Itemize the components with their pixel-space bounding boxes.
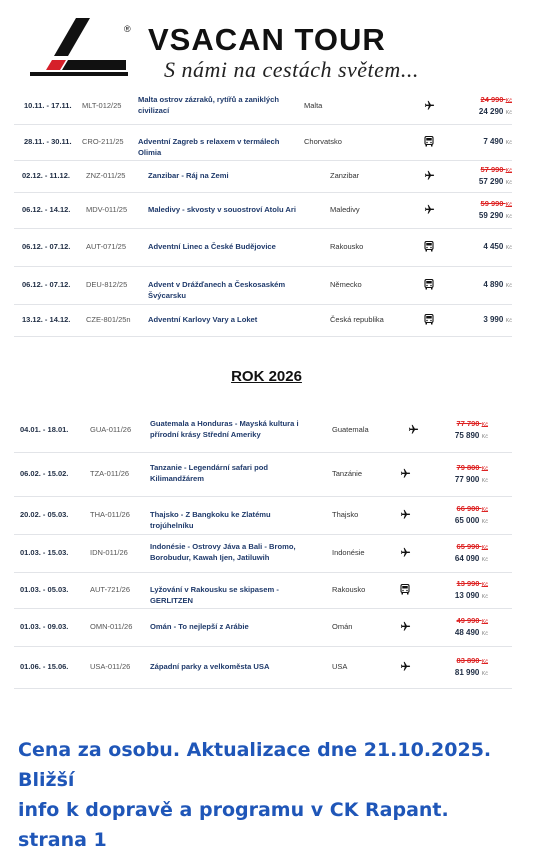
tour-country: Malta [304, 101, 323, 110]
current-price [460, 280, 512, 289]
current-price [436, 475, 488, 484]
current-price [460, 107, 512, 116]
registered-mark: ® [124, 24, 131, 34]
plane-icon [424, 170, 435, 184]
tour-row [14, 124, 512, 161]
plane-icon [424, 100, 435, 114]
bus-icon [424, 314, 434, 328]
footer-line-2: info k dopravě a programu v CK Rapant. strana 1 [18, 799, 449, 851]
tour-name[interactable]: Lyžování v Rakousku se skipasem - GERLITZEN [150, 585, 279, 605]
tour-country: Rakousko [330, 242, 364, 251]
tour-name[interactable]: Malta ostrov zázraků, rytířů a zaniklých civilizací [138, 95, 279, 115]
tour-date: 20.02. - 05.03. [20, 510, 69, 519]
tour-country: Thajsko [332, 510, 359, 519]
tour-date: 01.03. - 09.03. [20, 622, 69, 631]
tour-code: TZA-011/26 [90, 469, 130, 478]
tour-country: Zanzibar [330, 171, 360, 180]
tour-code: AUT-721/26 [90, 585, 131, 594]
bus-icon [424, 136, 434, 150]
original-price [436, 463, 488, 472]
price-value: 59 290 [478, 211, 504, 220]
year-heading: ROK 2026 [231, 368, 302, 385]
currency-label: Kč [481, 507, 488, 513]
current-price [436, 431, 488, 440]
currency-label: Kč [505, 318, 512, 324]
tagline: S námi na cestách světem... [164, 57, 419, 82]
tour-row [14, 266, 512, 305]
original-price-value: 79 800 [456, 463, 480, 472]
currency-label: Kč [481, 594, 488, 600]
price-value: 4 890 [483, 280, 504, 289]
original-price [436, 616, 488, 625]
plane-icon [400, 621, 411, 635]
price-value: 57 290 [478, 177, 504, 186]
original-price [460, 199, 512, 208]
original-price-value: 13 990 [456, 579, 480, 588]
tour-row [14, 608, 512, 647]
tour-row [14, 160, 512, 193]
currency-label: Kč [505, 140, 512, 146]
original-price-value: 65 990 [456, 542, 480, 551]
price-value: 48 490 [454, 628, 480, 637]
currency-label: Kč [505, 168, 512, 174]
original-price [436, 542, 488, 551]
tour-row [14, 572, 512, 609]
logo-mark [30, 16, 130, 78]
tour-date: 06.12. - 14.12. [22, 205, 71, 214]
currency-label: Kč [505, 110, 512, 116]
tour-country: USA [332, 662, 348, 671]
original-price [460, 95, 512, 104]
currency-label: Kč [481, 582, 488, 588]
tour-date: 28.11. - 30.11. [24, 137, 72, 146]
tour-name[interactable]: Omán - To nejlepší z Arábie [150, 622, 249, 631]
original-price [436, 579, 488, 588]
price-value: 13 090 [454, 591, 480, 600]
original-price [436, 419, 488, 428]
currency-label: Kč [505, 202, 512, 208]
plane-icon [400, 547, 411, 561]
tour-date: 10.11. - 17.11. [24, 101, 72, 110]
currency-label: Kč [505, 245, 512, 251]
currency-label: Kč [505, 98, 512, 104]
tour-date: 01.03. - 15.03. [20, 548, 69, 557]
currency-label: Kč [481, 478, 488, 484]
tour-country: Rakousko [332, 585, 366, 594]
logo [30, 12, 490, 80]
bus-icon [400, 584, 410, 598]
currency-label: Kč [481, 422, 488, 428]
bus-icon [424, 241, 434, 255]
plane-icon [408, 424, 419, 438]
price-value: 65 000 [454, 516, 480, 525]
tour-country: Guatemala [332, 425, 369, 434]
price-value: 77 900 [454, 475, 480, 484]
currency-label: Kč [481, 619, 488, 625]
currency-label: Kč [481, 519, 488, 525]
tour-row [14, 408, 512, 453]
currency-label: Kč [481, 631, 488, 637]
tour-row [14, 304, 512, 337]
tour-code: MLT-012/25 [82, 101, 122, 110]
tour-code: DEU-812/25 [86, 280, 128, 289]
current-price [436, 554, 488, 563]
footer-line-1: Cena za osobu. Aktualizace dne 21.10.2025. Bližší [18, 739, 492, 791]
plane-icon [424, 204, 435, 218]
tour-code: IDN-011/26 [90, 548, 128, 557]
tour-code: USA-011/26 [90, 662, 131, 671]
tour-code: AUT-071/25 [86, 242, 127, 251]
tour-date: 06.12. - 07.12. [22, 242, 71, 251]
tour-row [14, 88, 512, 125]
tour-date: 01.06. - 15.06. [20, 662, 69, 671]
tour-name[interactable]: Zanzibar - Ráj na Zemi [148, 171, 229, 180]
tour-code: CRO-211/25 [82, 137, 124, 146]
plane-icon [400, 468, 411, 482]
currency-label: Kč [481, 434, 488, 440]
price-value: 7 490 [483, 137, 504, 146]
price-value: 24 290 [478, 107, 504, 116]
current-price [460, 211, 512, 220]
tour-name[interactable]: Adventní Karlovy Vary a Loket [148, 315, 258, 324]
currency-label: Kč [505, 214, 512, 220]
original-price [460, 165, 512, 174]
current-price [436, 591, 488, 600]
tour-code: ZNZ-011/25 [86, 171, 126, 180]
original-price-value: 24 990 [480, 95, 504, 104]
current-price [436, 628, 488, 637]
tour-code: OMN-011/26 [90, 622, 133, 631]
footer-note [18, 735, 518, 855]
original-price-value: 77 790 [456, 419, 480, 428]
tour-name[interactable]: Adventní Zagreb s relaxem v termálech Olimia [138, 137, 280, 157]
current-price [460, 242, 512, 251]
tour-date: 04.01. - 18.01. [20, 425, 69, 434]
currency-label: Kč [481, 466, 488, 472]
tour-row [14, 646, 512, 689]
tour-code: THA-011/26 [90, 510, 130, 519]
original-price-value: 66 900 [456, 504, 480, 513]
tour-name[interactable]: Guatemala a Honduras - Mayská kultura i přírodní krásy Střední Ameriky [150, 419, 299, 439]
original-price-value: 59 990 [480, 199, 504, 208]
bus-icon [424, 279, 434, 293]
current-price [436, 668, 488, 677]
tour-row [14, 228, 512, 267]
tour-name[interactable]: Indonésie - Ostrovy Jáva a Bali - Bromo, Borobudur, Kawah Ijen, Jatiluwih [150, 542, 296, 562]
original-price-value: 57 990 [480, 165, 504, 174]
currency-label: Kč [481, 545, 488, 551]
tour-row [14, 496, 512, 535]
original-price-value: 49 990 [456, 616, 480, 625]
tour-date: 13.12. - 14.12. [22, 315, 71, 324]
tour-country: Indonésie [332, 548, 365, 557]
currency-label: Kč [481, 671, 488, 677]
tour-code: MDV-011/25 [86, 205, 128, 214]
tour-date: 06.02. - 15.02. [20, 469, 69, 478]
tour-date: 01.03. - 05.03. [20, 585, 69, 594]
currency-label: Kč [505, 180, 512, 186]
tour-country: Omán [332, 622, 353, 631]
price-value: 4 450 [483, 242, 504, 251]
tour-date: 06.12. - 07.12. [22, 280, 71, 289]
tour-row [14, 534, 512, 573]
tour-name[interactable]: Thajsko - Z Bangkoku ke Zlatému trojúhelníku [150, 510, 271, 530]
plane-icon [400, 661, 411, 675]
current-price [460, 177, 512, 186]
original-price [436, 656, 488, 665]
price-value: 3 990 [483, 315, 504, 324]
tour-row [14, 452, 512, 497]
tour-country: Česká republika [330, 315, 384, 324]
tour-country: Chorvatsko [304, 137, 342, 146]
tour-name[interactable]: Adventní Linec a České Budějovice [148, 242, 276, 251]
tour-name[interactable]: Západní parky a velkoměsta USA [150, 662, 270, 671]
current-price [460, 137, 512, 146]
price-value: 75 890 [454, 431, 480, 440]
currency-label: Kč [481, 557, 488, 563]
currency-label: Kč [481, 659, 488, 665]
brand-name: VSACAN TOUR [148, 22, 386, 57]
original-price-value: 83 890 [456, 656, 480, 665]
tour-code: GUA-011/26 [90, 425, 132, 434]
tour-name[interactable]: Tanzanie - Legendární safari pod Kilimandžárem [150, 463, 269, 483]
tour-date: 02.12. - 11.12. [22, 171, 70, 180]
price-value: 64 090 [454, 554, 480, 563]
tour-row [14, 192, 512, 229]
tour-country: Tanzánie [332, 469, 363, 478]
current-price [460, 315, 512, 324]
tour-country: Německo [330, 280, 362, 289]
tour-country: Maledivy [330, 205, 360, 214]
tour-name[interactable]: Advent v Drážďanech a Českosaském Švýcarsku [148, 280, 286, 300]
current-price [436, 516, 488, 525]
price-value: 81 990 [454, 668, 480, 677]
plane-icon [400, 509, 411, 523]
currency-label: Kč [505, 283, 512, 289]
original-price [436, 504, 488, 513]
tour-code: CZE-801/25n [86, 315, 131, 324]
tour-name[interactable]: Maledivy - skvosty v souostroví Atolu Ari [148, 205, 296, 214]
